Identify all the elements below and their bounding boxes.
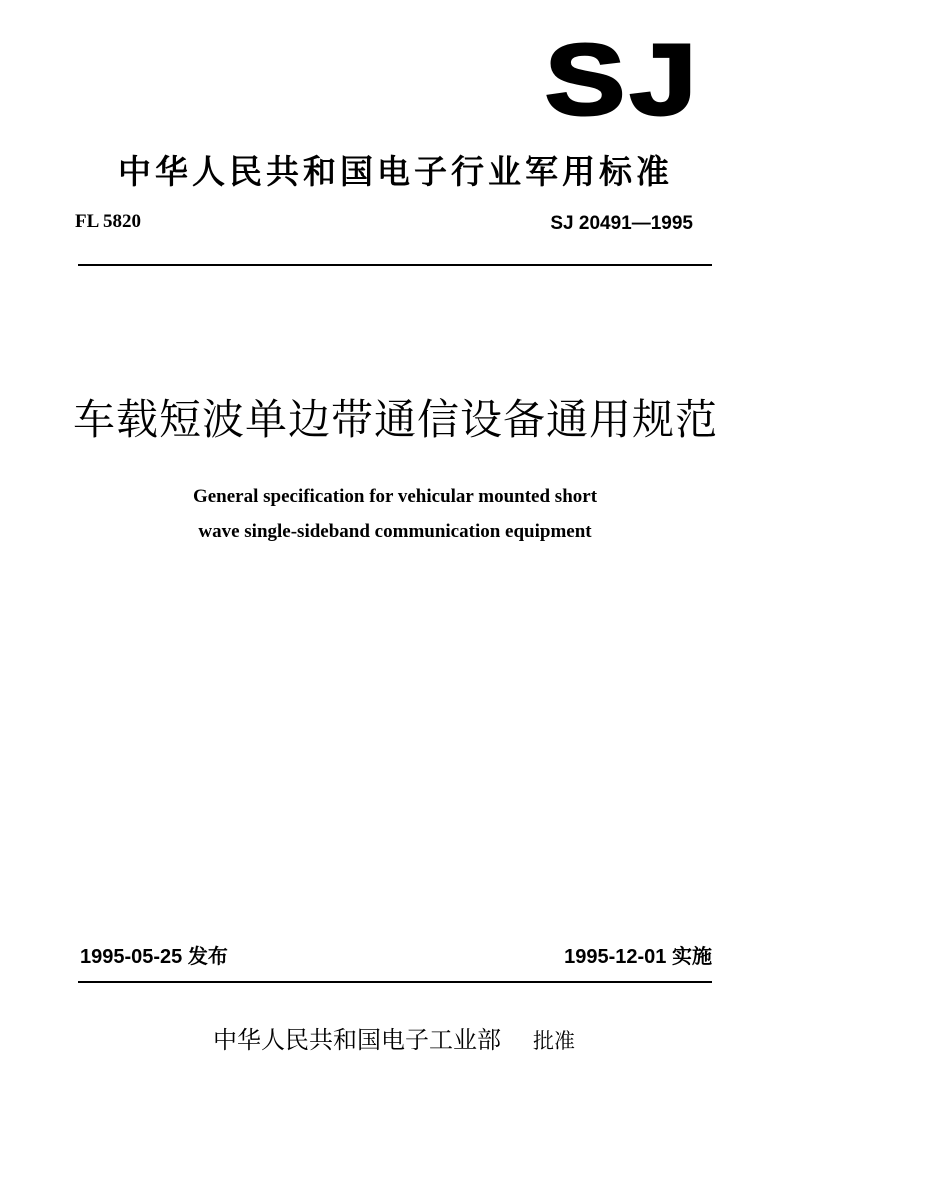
effective-date-label: 实施 — [672, 946, 712, 968]
standard-number: SJ 20491—1995 — [550, 213, 693, 234]
header-divider — [78, 264, 712, 266]
effective-date — [564, 945, 712, 969]
sj-logo: SJ — [545, 24, 702, 136]
classification-code: FL 5820 — [75, 211, 141, 232]
document-title-en-line1: General specification for vehicular mounted short — [192, 486, 598, 507]
issue-date-value: 1995-05-25 — [80, 946, 183, 968]
document-title-zh: 车载短波单边带通信设备通用规范 — [73, 395, 719, 444]
footer-divider — [78, 981, 712, 983]
approving-authority: 中华人民共和国电子工业部 — [213, 1026, 501, 1054]
document-title-en-line2: wave single-sideband communication equipment — [198, 521, 592, 542]
issue-date-label: 发布 — [187, 946, 228, 968]
effective-date-value: 1995-12-01 — [564, 946, 667, 968]
approval-label: 批准 — [533, 1029, 575, 1053]
standard-category: 中华人民共和国电子行业军用标准 — [118, 152, 673, 191]
issue-date — [80, 945, 228, 969]
